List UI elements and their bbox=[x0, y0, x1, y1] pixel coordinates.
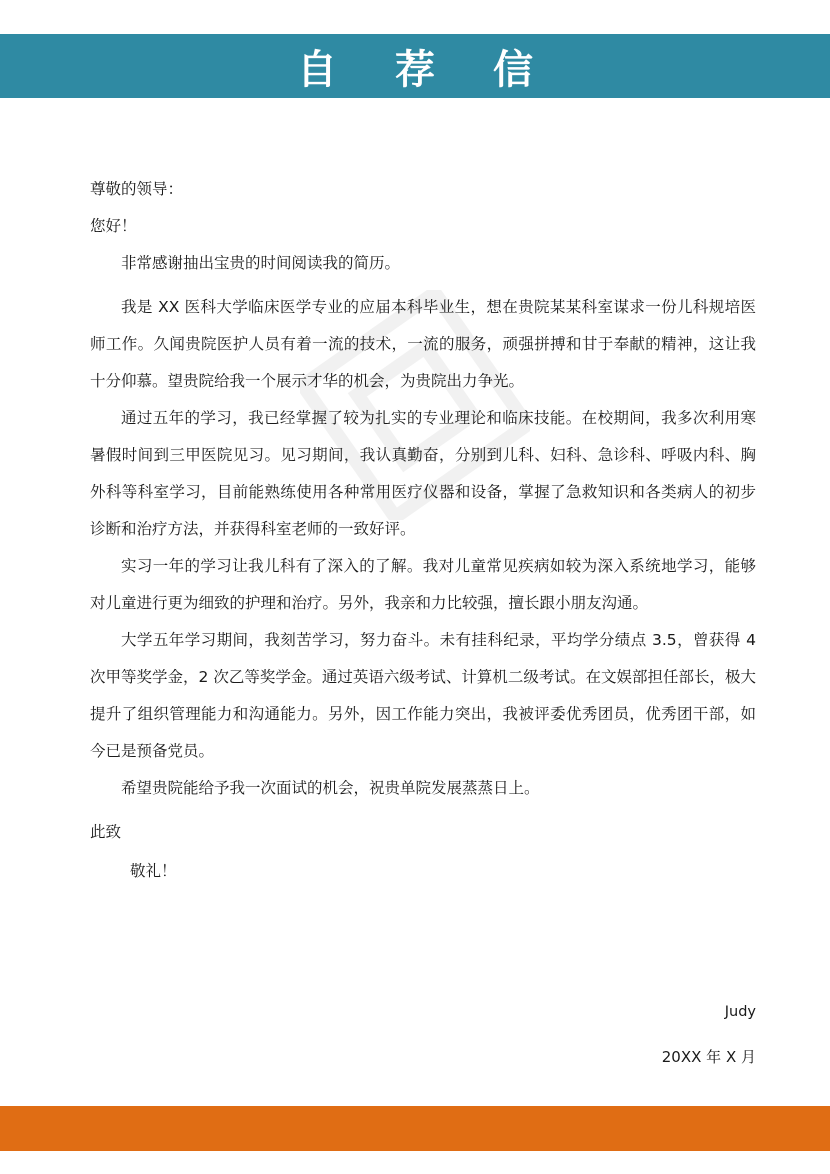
intro-paragraph: 非常感谢抽出宝贵的时间阅读我的简历。 bbox=[121, 254, 401, 272]
paragraph: 大学五年学习期间，我刻苦学习，努力奋斗。未有挂科纪录，平均学分绩点 3.5，曾获得 4 次甲等奖学金，2 次乙等奖学金。通过英语六级考试、计算机二级考试。在文娱部担任部长，极大提升了组织管理能力和沟通能力。另外，因工作能力突出，我被评委优秀团员，优秀团干部，如今已是预备党员。 bbox=[90, 631, 756, 760]
paragraph: 通过五年的学习，我已经掌握了较为扎实的专业理论和临床技能。在校期间，我多次利用寒暑假时间到三甲医院见习。见习期间，我认真勤奋，分别到儿科、妇科、急诊科、呼吸内科、胸外科等科室学习，目前能熟练使用各种常用医疗仪器和设备，掌握了急救知识和各类病人的初步诊断和治疗方法，并获得科室老师的一致好评。 bbox=[90, 409, 756, 538]
salutation: 尊敬的领导： bbox=[90, 180, 184, 198]
header-band bbox=[0, 34, 830, 98]
signature-date: 20XX 年 X 月 bbox=[661, 1048, 756, 1066]
footer-band bbox=[0, 1106, 830, 1151]
letter-body bbox=[90, 176, 756, 885]
paragraph: 希望贵院能给予我一次面试的机会，祝贵单院发展蒸蒸日上。 bbox=[121, 779, 540, 797]
signature-name: Judy bbox=[724, 1004, 756, 1020]
regards: 敬礼！ bbox=[130, 862, 177, 880]
paragraph: 实习一年的学习让我儿科有了深入的了解。我对儿童常见疾病如较为深入系统地学习，能够对儿童进行更为细致的护理和治疗。另外，我亲和力比较强，擅长跟小朋友沟通。 bbox=[90, 557, 756, 612]
page-title: 自荐信 bbox=[297, 46, 591, 93]
closing: 此致 bbox=[90, 823, 122, 841]
paragraph: 我是 XX 医科大学临床医学专业的应届本科毕业生，想在贵院某某科室谋求一份儿科规培医师工作。久闻贵院医护人员有着一流的技术，一流的服务，顽强拼搏和甘于奉献的精神，这让我十分仰慕。望贵院给我一个展示才华的机会，为贵院出力争光。 bbox=[90, 298, 756, 390]
greeting: 您好！ bbox=[90, 217, 137, 235]
